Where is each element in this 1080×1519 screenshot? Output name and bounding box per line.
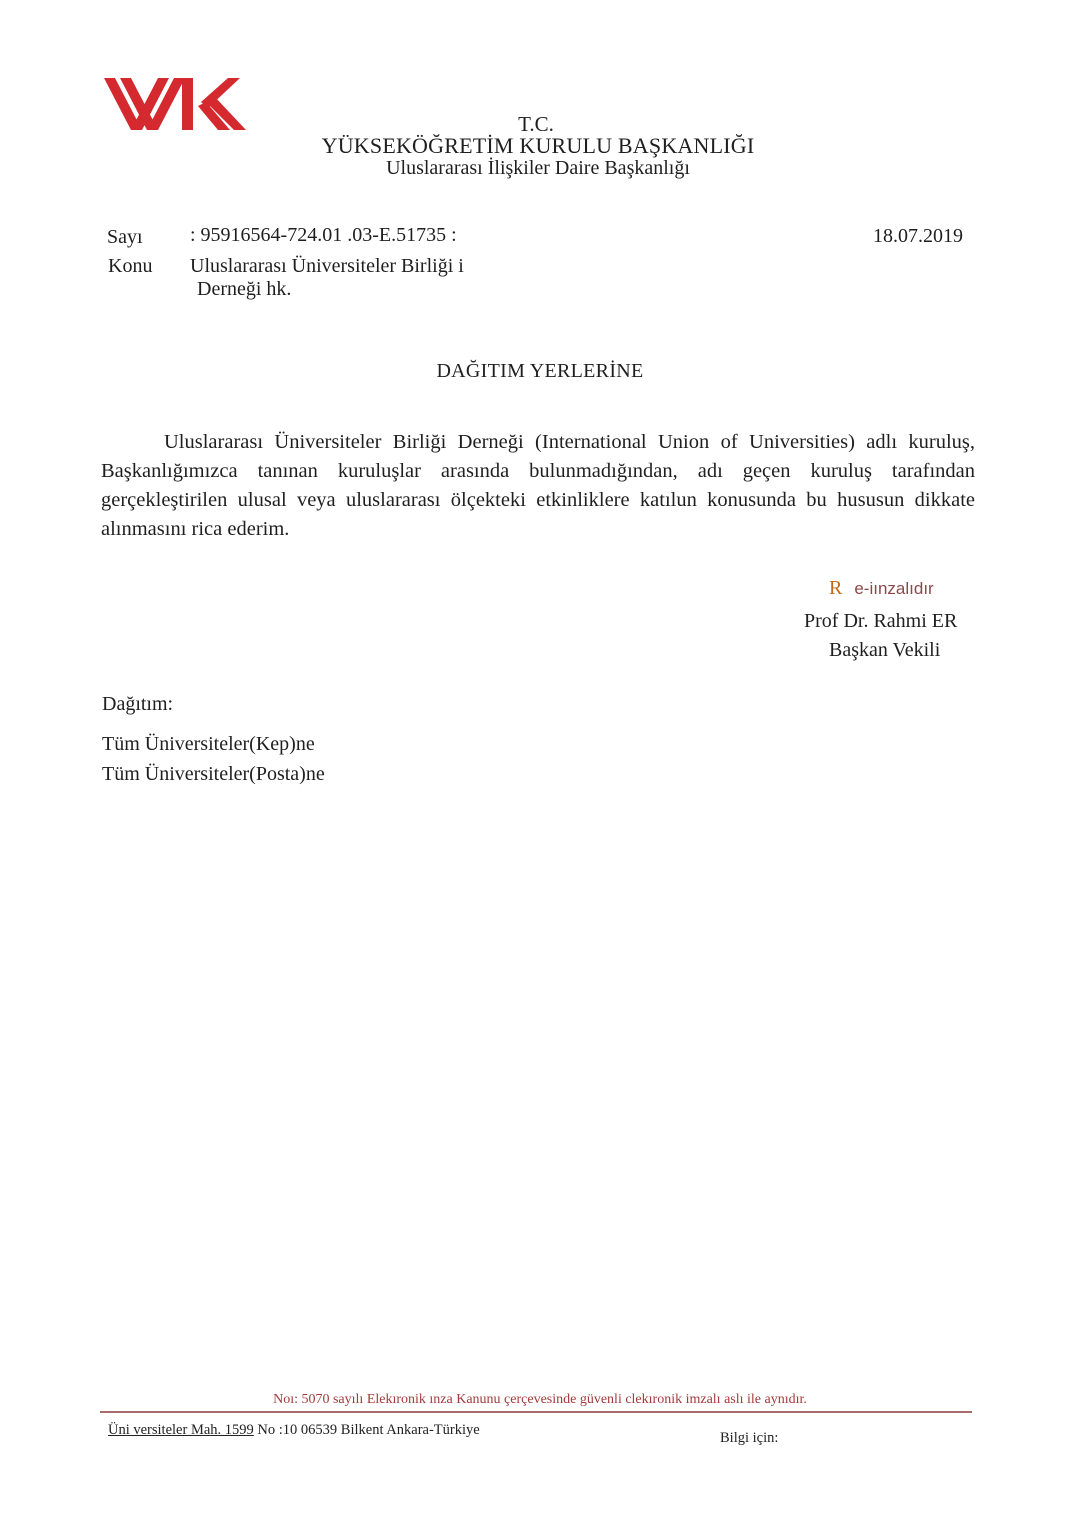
footer-info-label: Bilgi için:: [720, 1430, 779, 1446]
header-tc: T.C.: [518, 112, 554, 136]
letter-body: Uluslararası Üniversiteler Birliği Derneği (International Union of Universities) adlı kuruluş, Başkanlığımızca tanınan kuruluşlar arasında bulunmadığından, adı geçen kuruluş tarafından gerçekleştirilen ulusal veya uluslararası ölçekteki etkinliklere katılun konusunda bu hususun dikkate alınmasını rica ederim.: [101, 431, 975, 540]
yok-logo: [100, 74, 246, 134]
e-signature-mark: R: [829, 577, 843, 599]
sayi-value: : 95916564-724.01 .03-E.51735 :: [190, 224, 457, 246]
konu-label: Konu: [108, 255, 153, 277]
distribution-label: Dağıtım:: [102, 693, 174, 715]
signatory-title: Başkan Vekili: [829, 639, 941, 661]
konu-line-1: Uluslararası Üniversiteler Birliği i: [190, 255, 464, 277]
yok-logo-icon: [100, 74, 246, 134]
distribution-item: Tüm Üniversiteler(Posta)ne: [102, 763, 325, 785]
addressee-heading: DAĞITIM YERLERİNE: [436, 360, 644, 382]
footer-address-city: No :10 06539 Bilkent Ankara-Türkiye: [253, 1422, 480, 1438]
letter-date: 18.07.2019: [873, 225, 963, 247]
signatory-name: Prof Dr. Rahmi ER: [804, 610, 958, 632]
footer-address: [108, 1422, 480, 1439]
distribution-item: Tüm Üniversiteler(Kep)ne: [102, 733, 315, 755]
e-signature-line: [829, 577, 934, 600]
konu-line-2: Derneği hk.: [197, 278, 292, 300]
header-institution: YÜKSEKÖĞRETİM KURULU BAŞKANLIĞI: [321, 133, 755, 158]
footer-divider: [100, 1411, 972, 1413]
footer-e-signature-note: Noı: 5070 sayılı Elekıronik ınza Kanunu çerçevesinde güvenli clekıronik imzalı aslı ile aynıdır.: [273, 1392, 807, 1407]
header-department: Uluslararası İlişkiler Daire Başkanlığı: [386, 157, 690, 179]
e-signature-text: e-iınzalıdır: [854, 579, 934, 598]
footer-address-street: Üni versiteler Mah. 1599: [108, 1422, 254, 1438]
sayi-label: Sayı: [107, 226, 143, 248]
